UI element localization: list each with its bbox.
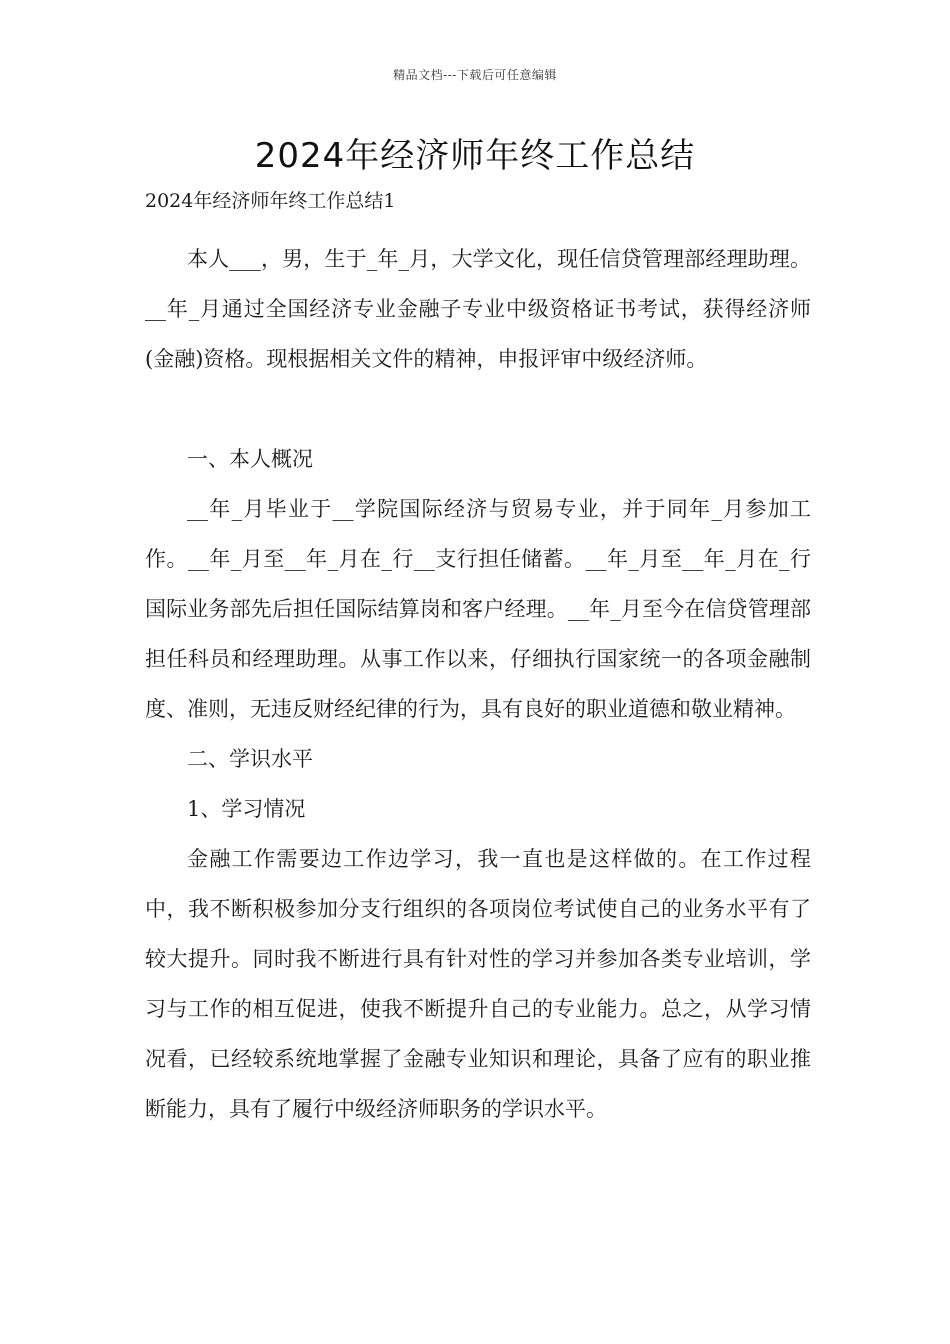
document-subtitle: 2024年经济师年终工作总结1 [145, 190, 396, 212]
section-2-heading: 二、学识水平 [187, 747, 313, 771]
paragraph-gap [145, 384, 811, 434]
section-2-paragraph: 金融工作需要边工作边学习，我一直也是这样做的。在工作过程中，我不断积极参加分支行组织的各项岗位考试使自己的业务水平有了较大提升。同时我不断进行具有针对性的学习并参加各类专业培训，学习与工作的相互促进，使我不断提升自己的专业能力。总之，从学习情况看，已经较系统地掌握了金融专业知识和理论，具备了应有的职业推断能力，具有了履行中级经济师职务的学识水平。 [145, 847, 811, 1121]
intro-paragraph: 本人___，男，生于_年_月，大学文化，现任信贷管理部经理助理。__年_月通过全国经济专业金融子专业中级资格证书考试，获得经济师(金融)资格。现根据相关文件的精神，申报评审中级经济师。 [145, 247, 811, 371]
section-1-paragraph: __年_月毕业于__学院国际经济与贸易专业，并于同年_月参加工作。__年_月至__年_月在_行__支行担任储蓄。__年_月至__年_月在_行国际业务部先后担任国际结算岗和客户经理。__年_月至今在信贷管理部担任科员和经理助理。从事工作以来，仔细执行国家统一的各项金融制度、准则，无违反财经纪律的行为，具有良好的职业道德和敬业精神。 [145, 497, 811, 721]
document-body [145, 184, 811, 1134]
section-2-subheading: 1、学习情况 [187, 797, 306, 821]
section-1-heading: 一、本人概况 [187, 447, 313, 471]
header-note: 精品文档---下载后可任意编辑 [393, 68, 557, 82]
document-title: 2024年经济师年终工作总结 [254, 136, 696, 176]
